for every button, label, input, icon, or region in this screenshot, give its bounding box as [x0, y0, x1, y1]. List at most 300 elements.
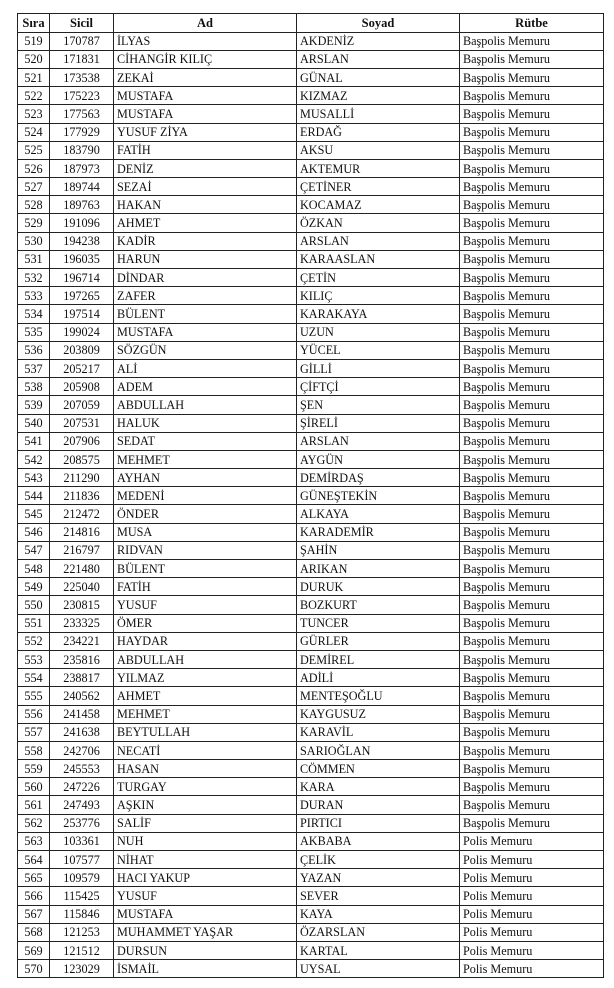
- cell-sira: 550: [18, 596, 50, 614]
- cell-sicil: 197265: [50, 287, 114, 305]
- cell-ad: SÖZGÜN: [114, 341, 297, 359]
- cell-sira: 539: [18, 396, 50, 414]
- cell-sicil: 235816: [50, 650, 114, 668]
- table-row: [18, 305, 604, 323]
- cell-rutbe: Başpolis Memuru: [460, 341, 604, 359]
- cell-rutbe: Başpolis Memuru: [460, 578, 604, 596]
- cell-sicil: 207906: [50, 432, 114, 450]
- cell-soyad: SARIOĞLAN: [297, 741, 460, 759]
- cell-sicil: 205217: [50, 359, 114, 377]
- cell-soyad: DURAN: [297, 796, 460, 814]
- table-row: [18, 723, 604, 741]
- cell-sira: 534: [18, 305, 50, 323]
- cell-soyad: YAZAN: [297, 869, 460, 887]
- cell-soyad: DURUK: [297, 578, 460, 596]
- table-row: [18, 960, 604, 978]
- cell-sicil: 103361: [50, 832, 114, 850]
- cell-soyad: KARAKAYA: [297, 305, 460, 323]
- cell-rutbe: Başpolis Memuru: [460, 396, 604, 414]
- cell-rutbe: Başpolis Memuru: [460, 741, 604, 759]
- cell-rutbe: Başpolis Memuru: [460, 414, 604, 432]
- cell-ad: İLYAS: [114, 32, 297, 50]
- cell-ad: KADİR: [114, 232, 297, 250]
- cell-rutbe: Başpolis Memuru: [460, 687, 604, 705]
- cell-ad: FATİH: [114, 141, 297, 159]
- cell-sira: 522: [18, 87, 50, 105]
- cell-sira: 523: [18, 105, 50, 123]
- table-row: [18, 887, 604, 905]
- table-row: [18, 159, 604, 177]
- table-row: [18, 705, 604, 723]
- cell-sira: 521: [18, 68, 50, 86]
- cell-soyad: TUNCER: [297, 614, 460, 632]
- cell-ad: AYHAN: [114, 469, 297, 487]
- table-row: [18, 541, 604, 559]
- cell-rutbe: Başpolis Memuru: [460, 359, 604, 377]
- cell-soyad: ÖZKAN: [297, 214, 460, 232]
- cell-soyad: ARSLAN: [297, 50, 460, 68]
- cell-sira: 547: [18, 541, 50, 559]
- cell-soyad: UZUN: [297, 323, 460, 341]
- cell-sira: 561: [18, 796, 50, 814]
- cell-rutbe: Polis Memuru: [460, 905, 604, 923]
- cell-rutbe: Başpolis Memuru: [460, 614, 604, 632]
- cell-sicil: 212472: [50, 505, 114, 523]
- cell-sira: 551: [18, 614, 50, 632]
- cell-soyad: MENTEŞOĞLU: [297, 687, 460, 705]
- cell-sira: 537: [18, 359, 50, 377]
- cell-soyad: BOZKURT: [297, 596, 460, 614]
- cell-sicil: 115846: [50, 905, 114, 923]
- header-ad: Ad: [114, 14, 297, 33]
- cell-ad: HAKAN: [114, 196, 297, 214]
- cell-ad: BÜLENT: [114, 305, 297, 323]
- cell-sira: 536: [18, 341, 50, 359]
- table-row: [18, 141, 604, 159]
- cell-sira: 557: [18, 723, 50, 741]
- cell-rutbe: Başpolis Memuru: [460, 378, 604, 396]
- cell-ad: ÖMER: [114, 614, 297, 632]
- table-row: [18, 578, 604, 596]
- cell-ad: YUSUF: [114, 596, 297, 614]
- table-row: [18, 359, 604, 377]
- cell-soyad: CÖMMEN: [297, 760, 460, 778]
- cell-sira: 555: [18, 687, 50, 705]
- cell-rutbe: Başpolis Memuru: [460, 287, 604, 305]
- cell-ad: ADEM: [114, 378, 297, 396]
- cell-sicil: 211836: [50, 487, 114, 505]
- header-rutbe: Rütbe: [460, 14, 604, 33]
- cell-soyad: KAYGUSUZ: [297, 705, 460, 723]
- cell-ad: SALİF: [114, 814, 297, 832]
- cell-ad: SEDAT: [114, 432, 297, 450]
- cell-rutbe: Polis Memuru: [460, 869, 604, 887]
- cell-sira: 525: [18, 141, 50, 159]
- cell-sira: 538: [18, 378, 50, 396]
- cell-ad: NUH: [114, 832, 297, 850]
- cell-sicil: 109579: [50, 869, 114, 887]
- cell-sicil: 177929: [50, 123, 114, 141]
- cell-sicil: 221480: [50, 560, 114, 578]
- cell-sicil: 207531: [50, 414, 114, 432]
- table-row: [18, 505, 604, 523]
- cell-sicil: 121512: [50, 941, 114, 959]
- cell-rutbe: Başpolis Memuru: [460, 760, 604, 778]
- cell-sira: 568: [18, 923, 50, 941]
- cell-soyad: ÇELİK: [297, 851, 460, 869]
- cell-ad: AHMET: [114, 214, 297, 232]
- table-row: [18, 760, 604, 778]
- table-row: [18, 523, 604, 541]
- table-row: [18, 923, 604, 941]
- cell-ad: ZEKAİ: [114, 68, 297, 86]
- cell-rutbe: Polis Memuru: [460, 923, 604, 941]
- cell-sira: 532: [18, 269, 50, 287]
- cell-sicil: 171831: [50, 50, 114, 68]
- cell-soyad: KARA: [297, 778, 460, 796]
- cell-rutbe: Başpolis Memuru: [460, 469, 604, 487]
- cell-ad: ABDULLAH: [114, 396, 297, 414]
- cell-ad: MUSTAFA: [114, 87, 297, 105]
- table-row: [18, 414, 604, 432]
- table-row: [18, 796, 604, 814]
- cell-sicil: 187973: [50, 159, 114, 177]
- cell-rutbe: Başpolis Memuru: [460, 196, 604, 214]
- cell-soyad: ARSLAN: [297, 232, 460, 250]
- cell-rutbe: Başpolis Memuru: [460, 178, 604, 196]
- cell-sicil: 170787: [50, 32, 114, 50]
- cell-rutbe: Başpolis Memuru: [460, 87, 604, 105]
- cell-ad: BÜLENT: [114, 560, 297, 578]
- cell-rutbe: Başpolis Memuru: [460, 159, 604, 177]
- cell-sira: 531: [18, 250, 50, 268]
- cell-sira: 548: [18, 560, 50, 578]
- cell-soyad: AKDENİZ: [297, 32, 460, 50]
- cell-soyad: ÇETİNER: [297, 178, 460, 196]
- cell-ad: ZAFER: [114, 287, 297, 305]
- cell-ad: AHMET: [114, 687, 297, 705]
- table-row: [18, 123, 604, 141]
- cell-sira: 540: [18, 414, 50, 432]
- cell-sicil: 199024: [50, 323, 114, 341]
- cell-sicil: 241638: [50, 723, 114, 741]
- cell-soyad: DEMİRDAŞ: [297, 469, 460, 487]
- cell-rutbe: Başpolis Memuru: [460, 141, 604, 159]
- cell-ad: MEHMET: [114, 705, 297, 723]
- cell-sicil: 216797: [50, 541, 114, 559]
- cell-sicil: 194238: [50, 232, 114, 250]
- cell-sicil: 242706: [50, 741, 114, 759]
- cell-sicil: 123029: [50, 960, 114, 978]
- cell-rutbe: Polis Memuru: [460, 851, 604, 869]
- cell-sicil: 189763: [50, 196, 114, 214]
- cell-ad: HAYDAR: [114, 632, 297, 650]
- cell-ad: CİHANGİR KILIÇ: [114, 50, 297, 68]
- cell-ad: DENİZ: [114, 159, 297, 177]
- table-row: [18, 68, 604, 86]
- cell-sicil: 107577: [50, 851, 114, 869]
- cell-ad: HASAN: [114, 760, 297, 778]
- cell-ad: YILMAZ: [114, 669, 297, 687]
- table-row: [18, 905, 604, 923]
- table-row: [18, 232, 604, 250]
- table-row: [18, 832, 604, 850]
- cell-sira: 529: [18, 214, 50, 232]
- cell-soyad: KARTAL: [297, 941, 460, 959]
- table-row: [18, 851, 604, 869]
- cell-rutbe: Başpolis Memuru: [460, 214, 604, 232]
- cell-rutbe: Başpolis Memuru: [460, 650, 604, 668]
- cell-sicil: 183790: [50, 141, 114, 159]
- cell-sicil: 234221: [50, 632, 114, 650]
- table-row: [18, 196, 604, 214]
- cell-sicil: 238817: [50, 669, 114, 687]
- cell-ad: YUSUF ZİYA: [114, 123, 297, 141]
- cell-sira: 546: [18, 523, 50, 541]
- cell-sicil: 207059: [50, 396, 114, 414]
- cell-rutbe: Başpolis Memuru: [460, 450, 604, 468]
- cell-sira: 533: [18, 287, 50, 305]
- cell-sira: 545: [18, 505, 50, 523]
- cell-ad: MEHMET: [114, 450, 297, 468]
- cell-rutbe: Polis Memuru: [460, 960, 604, 978]
- table-row: [18, 778, 604, 796]
- cell-sira: 524: [18, 123, 50, 141]
- cell-soyad: ARIKAN: [297, 560, 460, 578]
- cell-rutbe: Başpolis Memuru: [460, 705, 604, 723]
- cell-rutbe: Polis Memuru: [460, 887, 604, 905]
- cell-sicil: 173538: [50, 68, 114, 86]
- cell-sicil: 121253: [50, 923, 114, 941]
- cell-rutbe: Başpolis Memuru: [460, 50, 604, 68]
- cell-sicil: 225040: [50, 578, 114, 596]
- cell-rutbe: Başpolis Memuru: [460, 523, 604, 541]
- cell-rutbe: Başpolis Memuru: [460, 432, 604, 450]
- cell-rutbe: Başpolis Memuru: [460, 560, 604, 578]
- cell-soyad: AKSU: [297, 141, 460, 159]
- cell-rutbe: Polis Memuru: [460, 941, 604, 959]
- cell-sicil: 203809: [50, 341, 114, 359]
- cell-sicil: 191096: [50, 214, 114, 232]
- table-row: [18, 287, 604, 305]
- cell-soyad: AKBABA: [297, 832, 460, 850]
- cell-soyad: ŞEN: [297, 396, 460, 414]
- cell-ad: RIDVAN: [114, 541, 297, 559]
- cell-ad: MUSTAFA: [114, 905, 297, 923]
- cell-ad: SEZAİ: [114, 178, 297, 196]
- cell-ad: MUSA: [114, 523, 297, 541]
- personnel-table: [17, 13, 604, 978]
- table-body: [18, 32, 604, 978]
- table-row: [18, 269, 604, 287]
- cell-soyad: GİLLİ: [297, 359, 460, 377]
- cell-sira: 566: [18, 887, 50, 905]
- cell-sicil: 205908: [50, 378, 114, 396]
- header-row: [18, 14, 604, 33]
- cell-sicil: 208575: [50, 450, 114, 468]
- cell-soyad: KARAVİL: [297, 723, 460, 741]
- table-row: [18, 687, 604, 705]
- cell-soyad: PIRTICI: [297, 814, 460, 832]
- cell-ad: ABDULLAH: [114, 650, 297, 668]
- cell-rutbe: Başpolis Memuru: [460, 778, 604, 796]
- cell-rutbe: Başpolis Memuru: [460, 123, 604, 141]
- cell-rutbe: Başpolis Memuru: [460, 669, 604, 687]
- cell-sira: 549: [18, 578, 50, 596]
- cell-sira: 528: [18, 196, 50, 214]
- cell-ad: ÖNDER: [114, 505, 297, 523]
- cell-soyad: ÇETİN: [297, 269, 460, 287]
- cell-soyad: ÇİFTÇİ: [297, 378, 460, 396]
- cell-ad: TURGAY: [114, 778, 297, 796]
- cell-soyad: GÜNAL: [297, 68, 460, 86]
- cell-ad: HACI YAKUP: [114, 869, 297, 887]
- cell-sira: 541: [18, 432, 50, 450]
- cell-soyad: KILIÇ: [297, 287, 460, 305]
- cell-sira: 520: [18, 50, 50, 68]
- cell-sira: 544: [18, 487, 50, 505]
- cell-sicil: 233325: [50, 614, 114, 632]
- cell-soyad: KARAASLAN: [297, 250, 460, 268]
- cell-sira: 526: [18, 159, 50, 177]
- cell-rutbe: Başpolis Memuru: [460, 505, 604, 523]
- cell-rutbe: Başpolis Memuru: [460, 632, 604, 650]
- cell-sicil: 189744: [50, 178, 114, 196]
- cell-ad: MUSTAFA: [114, 323, 297, 341]
- cell-ad: HALUK: [114, 414, 297, 432]
- cell-rutbe: Başpolis Memuru: [460, 232, 604, 250]
- table-header: [18, 14, 604, 33]
- cell-ad: ALİ: [114, 359, 297, 377]
- cell-ad: MEDENİ: [114, 487, 297, 505]
- cell-soyad: KOCAMAZ: [297, 196, 460, 214]
- table-row: [18, 614, 604, 632]
- cell-rutbe: Başpolis Memuru: [460, 269, 604, 287]
- table-row: [18, 341, 604, 359]
- header-sira: Sıra: [18, 14, 50, 33]
- cell-rutbe: Başpolis Memuru: [460, 796, 604, 814]
- cell-soyad: UYSAL: [297, 960, 460, 978]
- table-row: [18, 814, 604, 832]
- cell-sira: 543: [18, 469, 50, 487]
- table-row: [18, 178, 604, 196]
- cell-rutbe: Başpolis Memuru: [460, 323, 604, 341]
- cell-sira: 542: [18, 450, 50, 468]
- table-row: [18, 214, 604, 232]
- table-row: [18, 650, 604, 668]
- cell-sira: 562: [18, 814, 50, 832]
- cell-ad: HARUN: [114, 250, 297, 268]
- table-row: [18, 741, 604, 759]
- table-row: [18, 323, 604, 341]
- cell-ad: YUSUF: [114, 887, 297, 905]
- cell-sicil: 247226: [50, 778, 114, 796]
- cell-soyad: KAYA: [297, 905, 460, 923]
- cell-ad: FATİH: [114, 578, 297, 596]
- cell-rutbe: Başpolis Memuru: [460, 250, 604, 268]
- cell-sicil: 196714: [50, 269, 114, 287]
- table-row: [18, 469, 604, 487]
- cell-sira: 559: [18, 760, 50, 778]
- header-sicil: Sicil: [50, 14, 114, 33]
- cell-sicil: 196035: [50, 250, 114, 268]
- cell-rutbe: Başpolis Memuru: [460, 32, 604, 50]
- table-row: [18, 869, 604, 887]
- cell-ad: İSMAİL: [114, 960, 297, 978]
- cell-rutbe: Başpolis Memuru: [460, 487, 604, 505]
- cell-sicil: 177563: [50, 105, 114, 123]
- cell-ad: AŞKIN: [114, 796, 297, 814]
- cell-sira: 567: [18, 905, 50, 923]
- cell-soyad: SEVER: [297, 887, 460, 905]
- cell-ad: MUSTAFA: [114, 105, 297, 123]
- cell-rutbe: Başpolis Memuru: [460, 68, 604, 86]
- cell-rutbe: Polis Memuru: [460, 832, 604, 850]
- cell-soyad: KIZMAZ: [297, 87, 460, 105]
- cell-sicil: 115425: [50, 887, 114, 905]
- cell-soyad: ÖZARSLAN: [297, 923, 460, 941]
- table-row: [18, 105, 604, 123]
- table-row: [18, 669, 604, 687]
- cell-sicil: 214816: [50, 523, 114, 541]
- table-row: [18, 432, 604, 450]
- table-row: [18, 632, 604, 650]
- cell-sira: 565: [18, 869, 50, 887]
- cell-sira: 560: [18, 778, 50, 796]
- cell-ad: DURSUN: [114, 941, 297, 959]
- cell-ad: MUHAMMET YAŞAR: [114, 923, 297, 941]
- cell-soyad: MUSALLİ: [297, 105, 460, 123]
- cell-sira: 570: [18, 960, 50, 978]
- cell-soyad: YÜCEL: [297, 341, 460, 359]
- cell-soyad: ŞİRELİ: [297, 414, 460, 432]
- cell-ad: BEYTULLAH: [114, 723, 297, 741]
- table-row: [18, 250, 604, 268]
- cell-soyad: ARSLAN: [297, 432, 460, 450]
- cell-ad: NECATİ: [114, 741, 297, 759]
- cell-sira: 519: [18, 32, 50, 50]
- cell-rutbe: Başpolis Memuru: [460, 814, 604, 832]
- cell-sicil: 240562: [50, 687, 114, 705]
- cell-sicil: 175223: [50, 87, 114, 105]
- cell-sicil: 247493: [50, 796, 114, 814]
- cell-sicil: 211290: [50, 469, 114, 487]
- cell-sira: 535: [18, 323, 50, 341]
- cell-sira: 564: [18, 851, 50, 869]
- cell-rutbe: Başpolis Memuru: [460, 723, 604, 741]
- cell-sira: 556: [18, 705, 50, 723]
- table-row: [18, 50, 604, 68]
- cell-sira: 552: [18, 632, 50, 650]
- cell-soyad: KARADEMİR: [297, 523, 460, 541]
- table-row: [18, 378, 604, 396]
- cell-ad: NİHAT: [114, 851, 297, 869]
- cell-soyad: AYGÜN: [297, 450, 460, 468]
- cell-soyad: DEMİREL: [297, 650, 460, 668]
- cell-soyad: ADİLİ: [297, 669, 460, 687]
- table-row: [18, 941, 604, 959]
- cell-soyad: ERDAĞ: [297, 123, 460, 141]
- cell-sicil: 197514: [50, 305, 114, 323]
- cell-sira: 558: [18, 741, 50, 759]
- cell-sira: 554: [18, 669, 50, 687]
- cell-sira: 553: [18, 650, 50, 668]
- table-row: [18, 596, 604, 614]
- cell-soyad: GÜRLER: [297, 632, 460, 650]
- table-row: [18, 87, 604, 105]
- table-row: [18, 487, 604, 505]
- table-row: [18, 560, 604, 578]
